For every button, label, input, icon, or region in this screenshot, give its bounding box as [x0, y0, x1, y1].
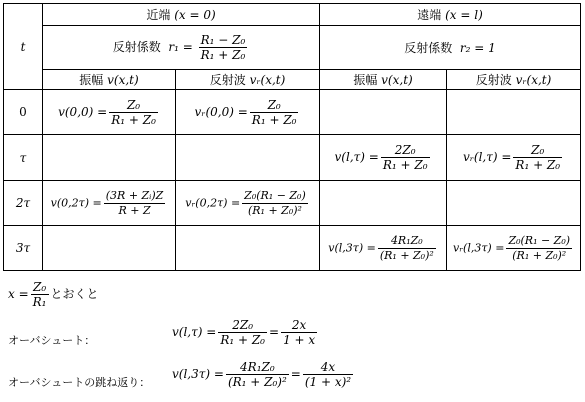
far-end-label: 遠端: [417, 8, 442, 22]
formula-num: 2Z₀: [381, 143, 430, 158]
table-row: [4, 90, 581, 135]
empty-cell: [447, 90, 581, 135]
col-far-reflected: [447, 70, 581, 90]
formula-cell: [447, 226, 581, 271]
formula-den: (1 + x)²: [304, 375, 352, 389]
formula-lhs: vᵣ(0,2τ) =: [185, 196, 241, 209]
empty-cell: [320, 181, 447, 226]
formula-lhs: v(l,τ) =: [172, 325, 217, 339]
table-row: [4, 135, 581, 181]
empty-cell: [320, 90, 447, 135]
empty-cell: [43, 135, 176, 181]
x-def-num: Z₀: [31, 280, 49, 295]
empty-cell: [176, 135, 320, 181]
far-end-header: [320, 4, 581, 26]
formula-den: (R₁ + Z₀)²: [247, 203, 302, 217]
empty-cell: [43, 226, 176, 271]
far-end-cond: (x = l): [445, 8, 483, 22]
formula-den: R₁ + Z₀: [111, 112, 156, 127]
formula-fraction: [513, 143, 562, 172]
formula-lhs: vᵣ(l,3τ) =: [453, 241, 505, 254]
formula-fraction: [506, 234, 572, 263]
x-definition: [8, 280, 99, 309]
formula-fraction: [242, 189, 308, 218]
formula-fraction: [378, 234, 436, 263]
r2-value: r₂ = 1: [459, 41, 496, 55]
formula-num: Z₀: [250, 98, 299, 113]
formula-fraction: [104, 189, 166, 218]
col-near-amplitude: [43, 70, 176, 90]
formula-lhs: v(l,τ) =: [334, 150, 379, 164]
rebound-formula: [172, 360, 355, 389]
formula-fraction: [218, 318, 267, 347]
formula-den: (R₁ + Z₀)²: [379, 248, 434, 262]
table-row: [4, 226, 581, 271]
r1-den: R₁ + Z₀: [200, 48, 246, 62]
formula-num: 4R₁Z₀: [378, 234, 436, 249]
formula-lhs: vᵣ(l,τ) =: [462, 150, 512, 164]
formula-cell: [43, 181, 176, 226]
col-refl-var: vᵣ(x,t): [515, 73, 552, 87]
formula-cell: [320, 135, 447, 181]
formula-den: R₁ + Z₀: [220, 333, 265, 347]
r1-symbol: r₁ =: [168, 40, 193, 54]
col-refl-var: vᵣ(x,t): [249, 73, 286, 87]
formula-cell: [320, 226, 447, 271]
formula-cell: [447, 135, 581, 181]
near-end-header: [43, 4, 320, 26]
time-cell: 2τ: [4, 181, 43, 226]
formula-lhs: v(l,3τ) =: [172, 367, 224, 381]
formula-den: R + Z: [118, 203, 151, 217]
near-end-label: 近端: [146, 8, 171, 22]
overshoot-label: オーバシュート：: [8, 334, 96, 347]
x-def-lhs: x =: [8, 287, 29, 301]
formula-num: Z₀(R₁ − Z₀): [508, 233, 571, 247]
col-far-amplitude: [320, 70, 447, 90]
formula-num: 2Z₀: [218, 318, 267, 333]
formula-num: Z₀(R₁ − Z₀): [244, 188, 306, 202]
refl-label-far: 反射係数: [404, 41, 453, 55]
formula-den: R₁ + Z₀: [515, 158, 561, 172]
formula-fraction: [303, 360, 353, 389]
formula-lhs: vᵣ(0,0) =: [194, 104, 248, 119]
formula-fraction: [226, 360, 289, 389]
formula-cell: [176, 181, 320, 226]
empty-cell: [447, 181, 581, 226]
formula-fraction: [281, 318, 317, 347]
formula-fraction: [250, 98, 299, 127]
formula-num: (3R + Zᵢ)Z: [105, 188, 164, 202]
time-cell: 3τ: [4, 226, 43, 271]
formula-num: Z₀: [513, 143, 562, 158]
formula-num: 2x: [281, 318, 317, 333]
t-header: t: [4, 4, 43, 90]
col-amp-label: 振幅: [79, 73, 104, 87]
equals-sign: =: [290, 367, 301, 381]
x-def-den: R₁: [32, 295, 47, 309]
r1-num: R₁ − Z₀: [200, 33, 246, 47]
col-amp-var: v(x,t): [107, 73, 139, 87]
near-reflection-coefficient: [43, 26, 320, 70]
empty-cell: [176, 226, 320, 271]
table-row: [4, 181, 581, 226]
col-amp-var: v(x,t): [381, 73, 413, 87]
overshoot-formula: [172, 318, 319, 347]
formula-den: (R₁ + Z₀)²: [227, 375, 287, 389]
x-def-fraction: [31, 280, 49, 309]
formula-den: R₁ + Z₀: [251, 112, 297, 127]
col-refl-label: 反射波: [475, 73, 512, 87]
formula-cell: [43, 90, 176, 135]
formula-num: 4R₁Z₀: [226, 360, 289, 375]
rebound-label: オーバシュートの跳ね返り：: [8, 376, 151, 389]
formula-num: Z₀: [109, 98, 158, 113]
time-cell: 0: [4, 90, 43, 135]
formula-num: 4x: [303, 360, 353, 375]
x-def-tail: とおくと: [50, 287, 99, 301]
refl-label-near: 反射係数: [112, 40, 161, 54]
formula-lhs: v(0,2τ) =: [50, 196, 102, 209]
equals-sign: =: [269, 325, 280, 339]
time-cell: τ: [4, 135, 43, 181]
formula-fraction: [109, 98, 158, 127]
col-refl-label: 反射波: [209, 73, 246, 87]
formula-den: (R₁ + Z₀)²: [512, 248, 567, 262]
formula-lhs: v(0,0) =: [58, 104, 108, 119]
near-end-cond: (x = 0): [174, 8, 216, 22]
far-reflection-coefficient: [320, 26, 581, 70]
col-amp-label: 振幅: [353, 73, 378, 87]
formula-fraction: [381, 143, 430, 172]
formula-den: R₁ + Z₀: [382, 158, 428, 172]
r1-fraction: [199, 33, 248, 62]
formula-den: 1 + x: [283, 333, 316, 347]
formula-lhs: v(l,3τ) =: [328, 241, 376, 254]
col-near-reflected: [176, 70, 320, 90]
transmission-line-table: [3, 3, 581, 271]
formula-cell: [176, 90, 320, 135]
